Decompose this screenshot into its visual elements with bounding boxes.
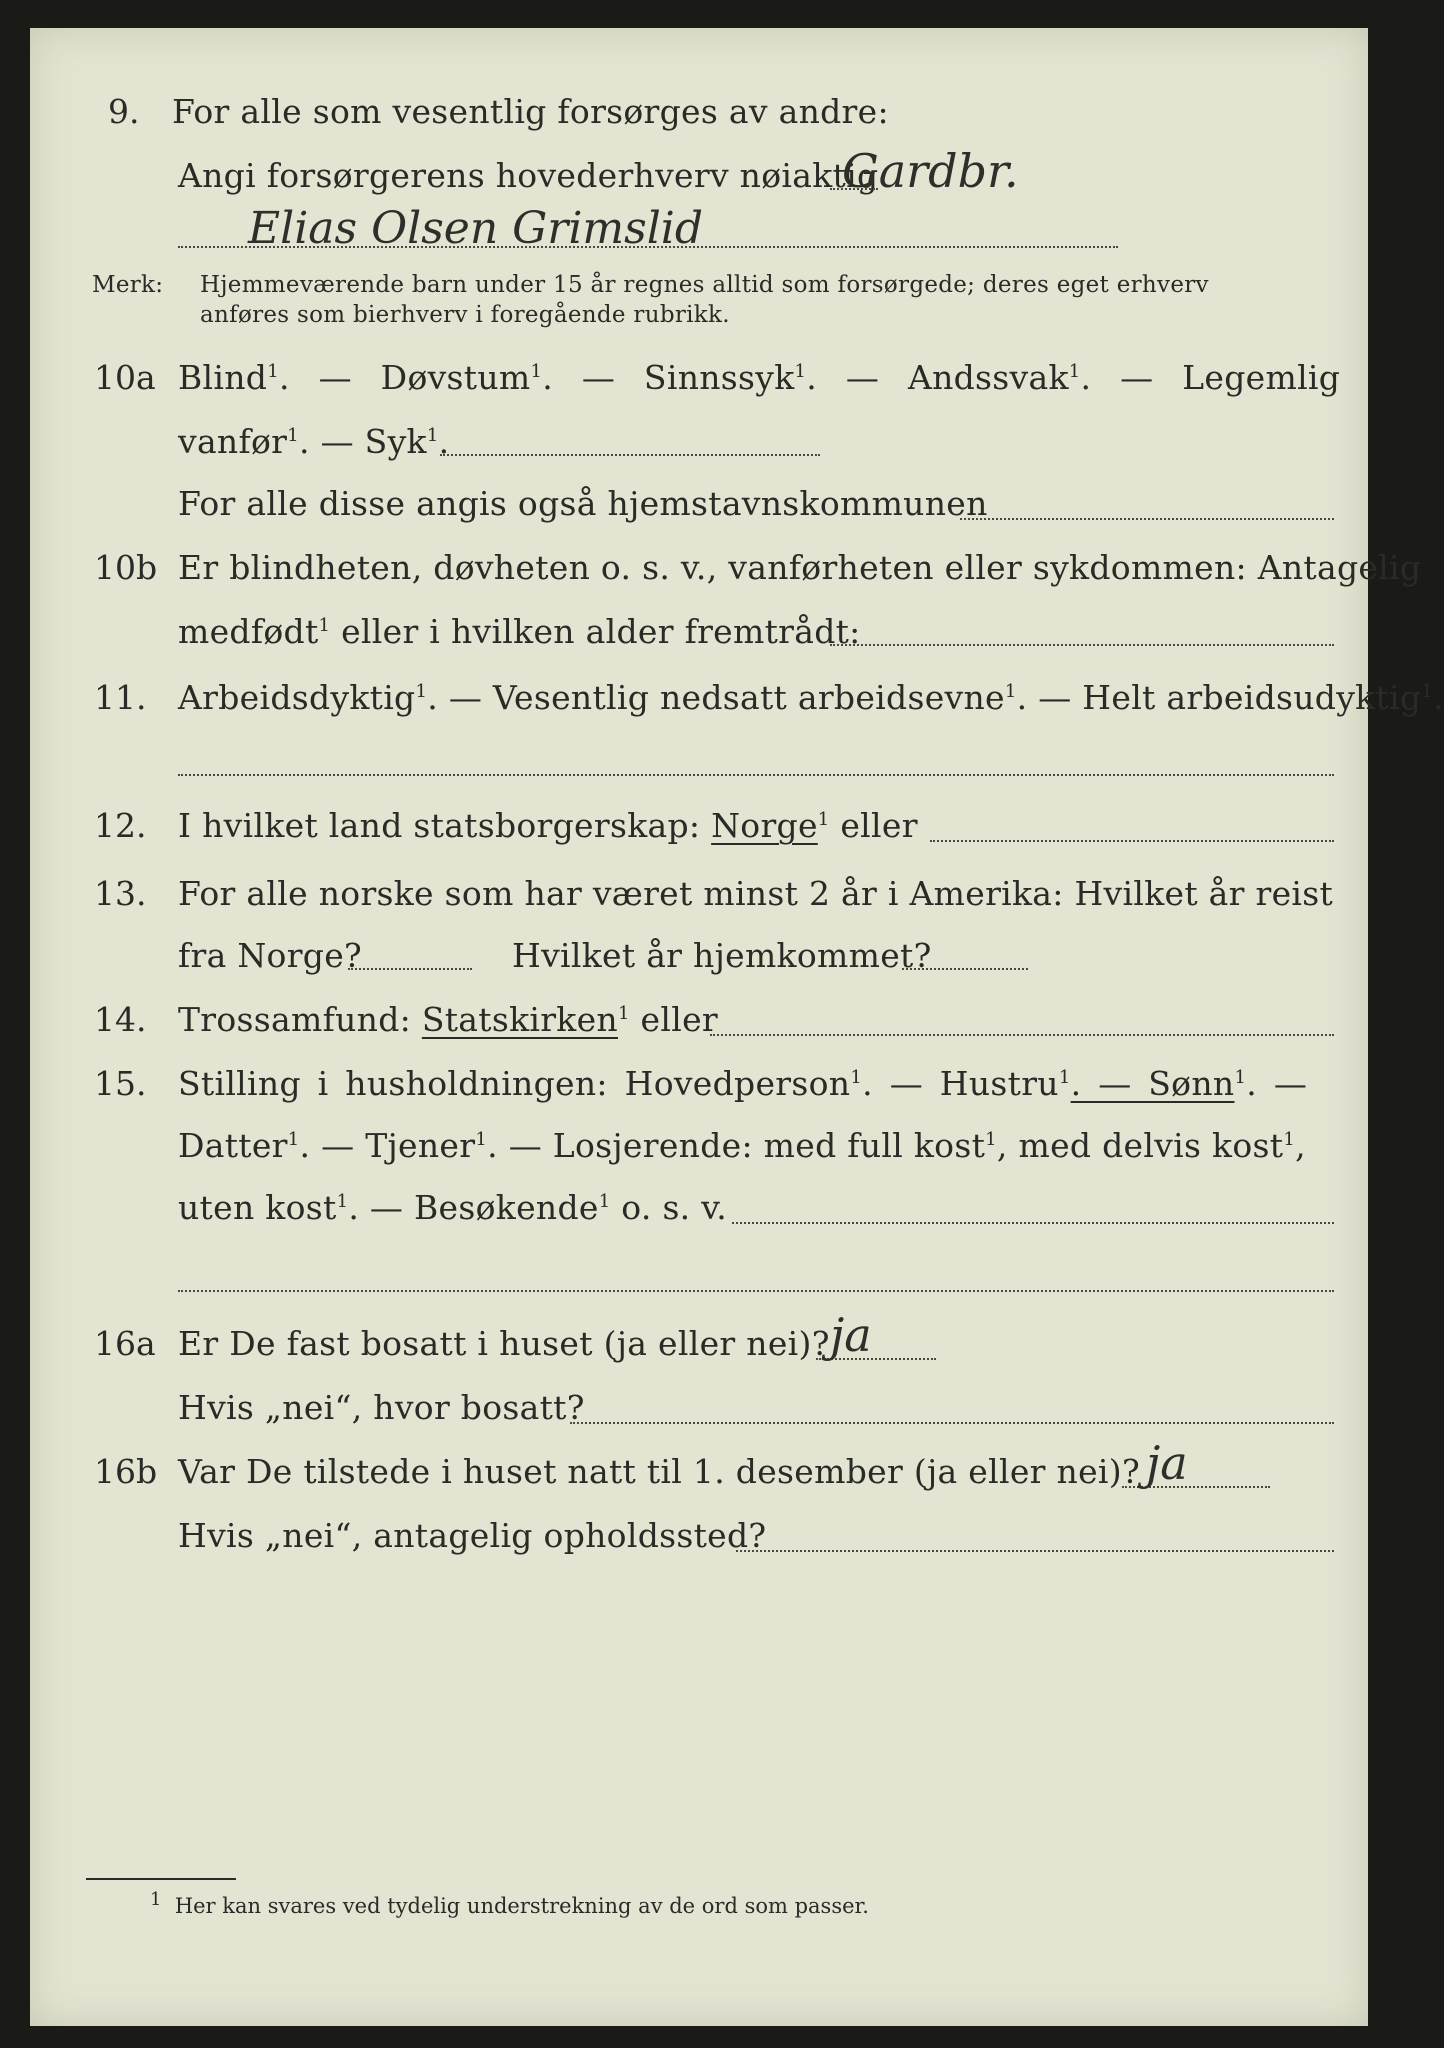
footnote-rule bbox=[86, 1878, 236, 1880]
q15-answer-line-2 bbox=[178, 1290, 1334, 1292]
q13-reist-line bbox=[348, 968, 472, 970]
q16a-number: 16a bbox=[94, 1324, 156, 1363]
q10b-number: 10b bbox=[94, 548, 158, 587]
q16b-answer-line bbox=[1122, 1486, 1270, 1488]
q14-line: Trossamfund: Statskirken$^1$ eller bbox=[178, 1000, 718, 1039]
q14-number: 14. bbox=[94, 1000, 147, 1039]
q10b-age-line bbox=[830, 644, 1334, 646]
merk-line1: Hjemmeværende barn under 15 år regnes alltid som forsørgede; deres eget erhverv bbox=[200, 272, 1209, 298]
q11-number: 11. bbox=[94, 678, 147, 717]
q15-line2: Datter$^1$. — Tjener$^1$. — Losjerende: med full kost$^1$, med delvis kost$^1$, bbox=[178, 1126, 1306, 1165]
merk-line2: anføres som bierhverv i foregående rubrikk. bbox=[200, 302, 730, 328]
q15-line1: Stilling i husholdningen: Hovedperson$^1$. — Hustru$^1$. — Sønn$^1$. — bbox=[178, 1064, 1308, 1103]
q9-handwritten-name: Elias Olsen Grimslid bbox=[248, 203, 704, 254]
q9-number: 9. bbox=[108, 92, 140, 131]
census-form-page bbox=[30, 28, 1444, 2026]
q9-line2: Angi forsørgerens hovederhverv nøiaktig bbox=[178, 156, 879, 195]
q16a-line1: Er De fast bosatt i huset (ja eller nei)? bbox=[178, 1324, 830, 1363]
q15-answer-line bbox=[732, 1222, 1334, 1224]
q16a-bosatt-line bbox=[570, 1422, 1334, 1424]
q10a-line2: vanfør$^1$. — Syk$^1$. bbox=[178, 422, 450, 461]
q15-number: 15. bbox=[94, 1064, 147, 1103]
q12-line: I hvilket land statsborgerskap: Norge$^1$ eller bbox=[178, 806, 918, 845]
q16b-opholdssted-line bbox=[736, 1550, 1334, 1552]
q9-line1: For alle som vesentlig forsørges av andre: bbox=[172, 92, 889, 131]
q10a-line3: For alle disse angis også hjemstavnskommunen bbox=[178, 484, 988, 523]
q16b-line2: Hvis „nei“, antagelig opholdssted? bbox=[178, 1516, 767, 1555]
q14-answer-line bbox=[710, 1034, 1334, 1036]
q16a-handwritten-answer: ja bbox=[830, 1308, 872, 1362]
q10b-line1: Er blindheten, døvheten o. s. v., vanførheten eller sykdommen: Antagelig bbox=[178, 548, 1422, 587]
q9-handwritten-occupation: Gardbr. bbox=[842, 144, 1019, 198]
q11-line: Arbeidsdyktig$^1$. — Vesentlig nedsatt arbeidsevne$^1$. — Helt arbeidsudyktig$^1$. bbox=[178, 678, 1444, 717]
q13-number: 13. bbox=[94, 874, 147, 913]
q13-line2b: Hvilket år hjemkommet? bbox=[512, 936, 932, 975]
q10a-hjemstavn-line bbox=[960, 518, 1334, 520]
q10a-number: 10a bbox=[94, 358, 156, 397]
q13-line1: For alle norske som har været minst 2 år i Amerika: Hvilket år reist bbox=[178, 874, 1334, 913]
q10a-line1: Blind$^1$. — Døvstum$^1$. — Sinnssyk$^1$. — Andssvak$^1$. — Legemlig bbox=[178, 358, 1341, 397]
q13-hjemkommet-line bbox=[902, 968, 1028, 970]
merk-label: Merk: bbox=[92, 272, 164, 298]
q12-number: 12. bbox=[94, 806, 147, 845]
q15-line3: uten kost$^1$. — Besøkende$^1$ o. s. v. bbox=[178, 1188, 728, 1227]
q12-answer-line bbox=[930, 840, 1334, 842]
q16b-line1: Var De tilstede i huset natt til 1. desember (ja eller nei)? bbox=[178, 1452, 1140, 1491]
q16b-handwritten-answer: ja bbox=[1146, 1436, 1188, 1490]
q10b-line2: medfødt$^1$ eller i hvilken alder fremtrådt: bbox=[178, 612, 861, 651]
q11-answer-line bbox=[178, 774, 1334, 776]
q13-line2a: fra Norge? bbox=[178, 936, 363, 975]
q16a-line2: Hvis „nei“, hvor bosatt? bbox=[178, 1388, 585, 1427]
footnote: 1 Her kan svares ved tydelig understrekning av de ord som passer. bbox=[150, 1889, 869, 1918]
q10a-syk-line bbox=[440, 454, 820, 456]
q16b-number: 16b bbox=[94, 1452, 158, 1491]
